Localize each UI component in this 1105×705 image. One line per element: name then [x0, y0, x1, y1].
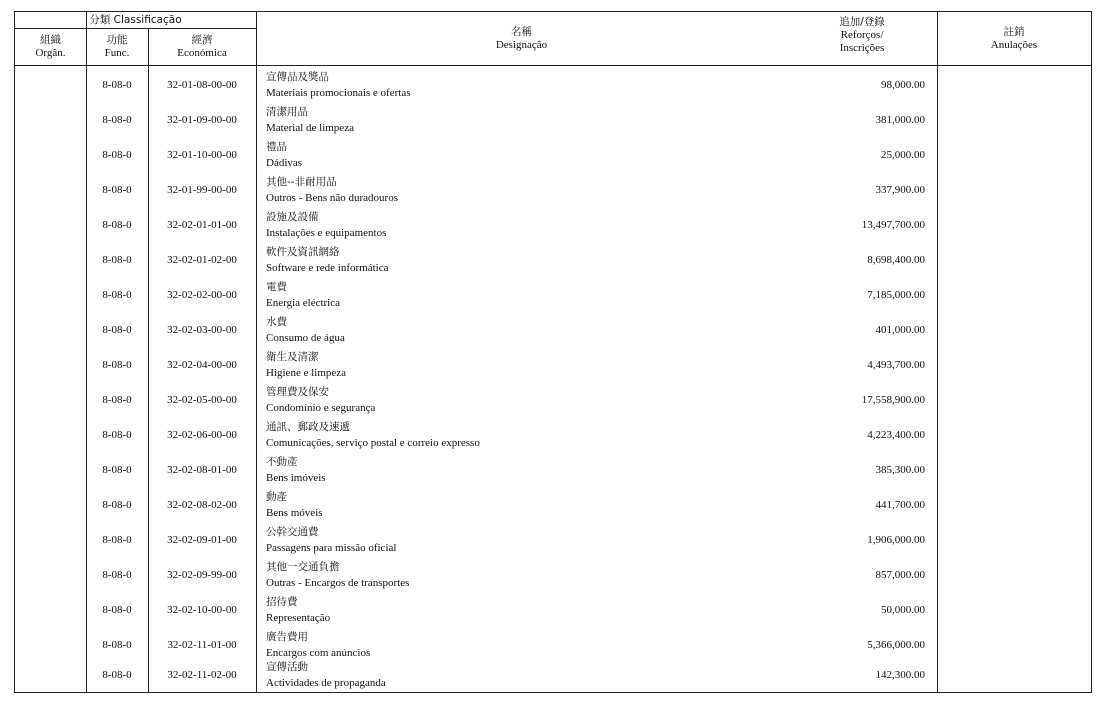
econ-code: 32-02-08-02-00	[167, 499, 237, 511]
econ-header	[148, 34, 256, 60]
table-row	[15, 173, 1091, 208]
econ-code: 32-02-11-01-00	[167, 639, 237, 651]
func-code: 8-08-0	[102, 324, 132, 336]
func-code: 8-08-0	[102, 254, 132, 266]
designation-zh: 其他一交通負擔	[266, 561, 340, 573]
func-code: 8-08-0	[102, 79, 132, 91]
designation-zh: 廣告費用	[266, 631, 308, 643]
econ-code: 32-01-10-00-00	[167, 149, 237, 161]
econ-header-pt: Económica	[177, 47, 227, 59]
econ-code: 32-02-02-00-00	[167, 289, 237, 301]
func-code: 8-08-0	[102, 669, 132, 681]
amount: 50,000.00	[881, 604, 925, 616]
designation-pt: Condomínio e segurança	[266, 402, 376, 414]
annulments-header-zh: 註銷	[1003, 26, 1025, 38]
designation-pt: Actividades de propaganda	[266, 677, 386, 689]
designation-zh: 通訊、郵政及速遞	[266, 421, 350, 433]
func-code: 8-08-0	[102, 359, 132, 371]
table-row	[15, 488, 1091, 523]
func-code: 8-08-0	[102, 639, 132, 651]
amount: 4,223,400.00	[867, 429, 925, 441]
econ-code: 32-02-09-01-00	[167, 534, 237, 546]
table-row	[15, 313, 1091, 348]
header-divider	[15, 65, 1091, 66]
amount: 98,000.00	[881, 79, 925, 91]
econ-code: 32-01-09-00-00	[167, 114, 237, 126]
classification-header: 分類 Classificação	[89, 14, 182, 26]
func-code: 8-08-0	[102, 149, 132, 161]
func-header	[86, 34, 148, 60]
table-row	[15, 558, 1091, 593]
table-row	[15, 348, 1091, 383]
designation-header-zh: 名稱	[511, 26, 532, 38]
amount: 857,000.00	[875, 569, 925, 581]
amount: 142,300.00	[875, 669, 925, 681]
designation-zh: 清潔用品	[266, 106, 308, 118]
econ-code: 32-02-06-00-00	[167, 429, 237, 441]
table-row	[15, 593, 1091, 628]
designation-zh: 管理費及保安	[266, 386, 329, 398]
table-row	[15, 68, 1091, 103]
designation-pt: Outras - Encargos de transportes	[266, 577, 410, 589]
designation-zh: 水費	[266, 316, 287, 328]
econ-code: 32-02-01-02-00	[167, 254, 237, 266]
func-code: 8-08-0	[102, 114, 132, 126]
organ-header-zh: 組織	[40, 34, 61, 46]
designation-header	[256, 26, 787, 52]
table-row	[15, 453, 1091, 488]
designation-pt: Higiene e limpeza	[266, 367, 347, 379]
designation-zh: 其他--非耐用品	[266, 176, 337, 188]
amount: 5,366,000.00	[867, 639, 925, 651]
designation-zh: 設施及設備	[266, 211, 319, 223]
econ-code: 32-02-09-99-00	[167, 569, 237, 581]
table-row	[15, 103, 1091, 138]
designation-zh: 動產	[266, 491, 287, 503]
designation-zh: 公幹交通費	[266, 526, 319, 538]
func-code: 8-08-0	[102, 534, 132, 546]
func-code: 8-08-0	[102, 289, 132, 301]
amount: 401,000.00	[875, 324, 925, 336]
designation-zh: 宣傳活動	[266, 661, 308, 673]
organ-header-pt: Orgân.	[35, 47, 66, 59]
amount: 8,698,400.00	[867, 254, 925, 266]
amount: 13,497,700.00	[861, 219, 925, 231]
table-row	[15, 208, 1091, 243]
designation-pt: Passagens para missão oficial	[266, 542, 397, 554]
func-code: 8-08-0	[102, 604, 132, 616]
designation-pt: Dádivas	[266, 157, 303, 169]
designation-zh: 不動產	[266, 456, 298, 468]
table-row	[15, 523, 1091, 558]
amount: 4,493,700.00	[867, 359, 925, 371]
designation-pt: Instalações e equipamentos	[266, 227, 387, 239]
budget-table	[14, 11, 1092, 693]
table-row	[15, 383, 1091, 418]
designation-pt: Encargos com anúncios	[266, 647, 371, 659]
amount: 1,906,000.00	[867, 534, 925, 546]
designation-pt: Representação	[266, 612, 331, 624]
econ-code: 32-01-08-00-00	[167, 79, 237, 91]
table-row	[15, 278, 1091, 313]
econ-code: 32-02-10-00-00	[167, 604, 237, 616]
table-row	[15, 138, 1091, 173]
designation-pt: Material de limpeza	[266, 122, 354, 134]
table-row	[15, 658, 1091, 693]
designation-zh: 衛生及清潔	[266, 351, 319, 363]
func-header-zh: 功能	[106, 34, 128, 46]
designation-zh: 電費	[266, 281, 287, 293]
table-row	[15, 418, 1091, 453]
designation-pt: Bens móveis	[266, 507, 323, 519]
designation-pt: Outros - Bens não duradouros	[266, 192, 398, 204]
econ-code: 32-02-01-01-00	[167, 219, 237, 231]
econ-header-zh: 經濟	[191, 34, 213, 46]
reinforcements-header-pt2: Inscrições	[839, 42, 885, 54]
designation-pt: Comunicações, serviço postal e correio expresso	[266, 437, 480, 449]
econ-code: 32-02-08-01-00	[167, 464, 237, 476]
designation-zh: 禮品	[266, 141, 287, 153]
designation-pt: Energia eléctrica	[266, 297, 340, 309]
func-code: 8-08-0	[102, 464, 132, 476]
econ-code: 32-02-05-00-00	[167, 394, 237, 406]
designation-pt: Bens imóveis	[266, 472, 326, 484]
econ-code: 32-02-03-00-00	[167, 324, 237, 336]
annulments-header-pt: Anulações	[990, 39, 1038, 51]
amount: 385,300.00	[875, 464, 925, 476]
amount: 381,000.00	[875, 114, 925, 126]
designation-zh: 宣傳品及獎品	[266, 71, 329, 83]
amount: 17,558,900.00	[861, 394, 925, 406]
amount: 337,900.00	[875, 184, 925, 196]
amount: 7,185,000.00	[867, 289, 925, 301]
reinforcements-header	[787, 16, 937, 55]
func-code: 8-08-0	[102, 569, 132, 581]
designation-pt: Materiais promocionais e ofertas	[266, 87, 411, 99]
func-header-pt: Func.	[104, 47, 130, 59]
reinforcements-header-pt1: Reforços/	[840, 29, 884, 41]
designation-pt: Software e rede informática	[266, 262, 389, 274]
func-code: 8-08-0	[102, 219, 132, 231]
designation-zh: 招待費	[266, 596, 298, 608]
amount: 25,000.00	[881, 149, 925, 161]
table-row	[15, 243, 1091, 278]
func-code: 8-08-0	[102, 394, 132, 406]
designation-pt: Consumo de água	[266, 332, 345, 344]
econ-code: 32-02-11-02-00	[167, 669, 237, 681]
annulments-header	[937, 26, 1091, 52]
econ-code: 32-02-04-00-00	[167, 359, 237, 371]
func-code: 8-08-0	[102, 499, 132, 511]
amount: 441,700.00	[875, 499, 925, 511]
header-subdivider	[15, 28, 256, 29]
designation-zh: 軟件及資訊網絡	[266, 246, 340, 258]
func-code: 8-08-0	[102, 184, 132, 196]
econ-code: 32-01-99-00-00	[167, 184, 237, 196]
reinforcements-header-zh: 追加/登錄	[839, 16, 885, 28]
func-code: 8-08-0	[102, 429, 132, 441]
designation-header-pt: Designação	[495, 39, 548, 51]
organ-header	[15, 34, 86, 60]
